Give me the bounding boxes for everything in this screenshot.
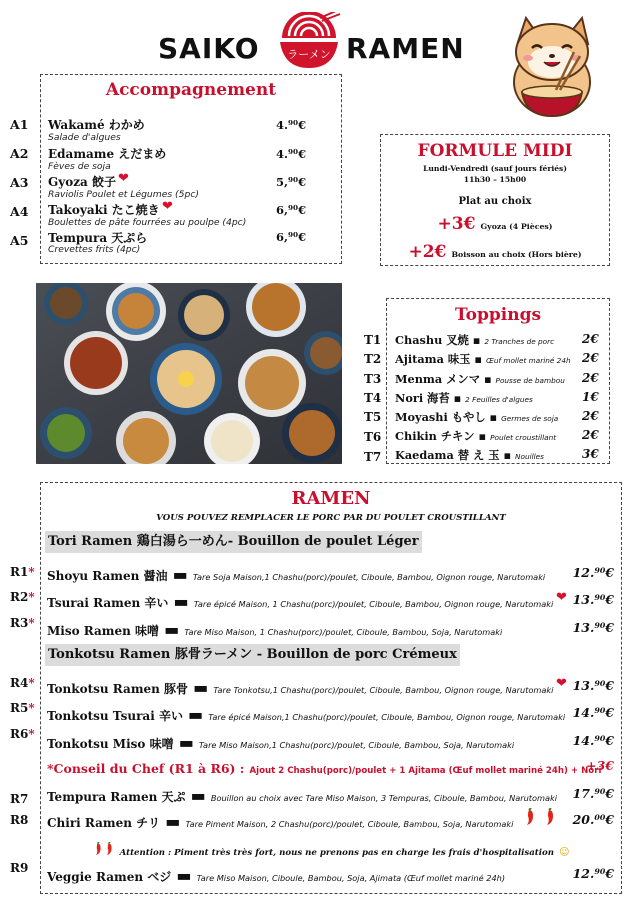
chef-star: *	[28, 590, 35, 604]
ramen-subtitle: VOUS POUVEZ REMPLACER LE PORC PAR DU POULET CROUSTILLANT	[156, 513, 506, 523]
topping-price: 1€	[582, 390, 599, 404]
topping-price: 2€	[582, 428, 599, 442]
topping-price: 2€	[582, 351, 599, 365]
chef-tip-label: *Conseil du Chef (R1 à R6) :	[47, 761, 245, 776]
topping-price: 2€	[582, 332, 599, 346]
ramen-code: R4	[10, 676, 29, 690]
ramen-code: R5	[10, 701, 29, 715]
ramen-code: R8	[10, 813, 29, 827]
section-header-tori: Tori Ramen 鶏白湯ら一めん- Bouillon de poulet Léger	[45, 531, 422, 553]
topping-name: Chikin チキン	[395, 429, 475, 443]
item-description: Crevettes frits (4pc)	[48, 244, 141, 255]
ramen-name: Tonkotsu Ramen 豚骨	[47, 682, 189, 696]
topping-name: Menma メンマ	[395, 372, 481, 386]
topping-description: Poulet croustillant	[490, 433, 557, 442]
option-label: Gyoza (4 Pièces)	[480, 222, 553, 231]
topping-description: Pousse de bambou	[495, 376, 565, 385]
food-photo	[36, 283, 342, 464]
shiba-mascot-illustration	[496, 12, 606, 122]
formule-option	[380, 214, 610, 234]
chili-pepper-icon	[542, 808, 556, 830]
ramen-code: R9	[10, 861, 29, 875]
logo-text: ラーメン	[287, 48, 331, 61]
topping-description: Germes de soja	[501, 414, 559, 423]
item-price: 6,⁹⁰€	[276, 203, 307, 217]
ramen-name: Chiri Ramen チリ	[47, 816, 161, 830]
item-price: 5,⁹⁰€	[276, 175, 307, 189]
ramen-description: Tare Tonkotsu,1 Chashu(porc)/poulet, Ciboule, Bambou, Oignon rouge, Narutomaki	[213, 685, 554, 695]
ramen-price: 14.⁹⁰€	[572, 705, 614, 720]
item-description: Boulettes de pâte fourrées au poulpe (4pc)	[48, 217, 247, 228]
topping-description: Œuf mollet mariné 24h	[486, 356, 571, 365]
ramen-title: RAMEN	[291, 488, 371, 509]
topping-code: T1	[364, 333, 382, 347]
accompagnement-title: Accompagnement	[105, 80, 277, 100]
ramen-code: R7	[10, 792, 29, 806]
ramen-description: Tare Miso Maison, 1 Chashu(porc)/poulet, Ciboule, Bambou, Soja, Narutomaki	[184, 627, 503, 637]
heart-icon: ❤	[162, 199, 173, 214]
item-description: Salade d'algues	[48, 132, 121, 143]
heart-icon: ❤	[556, 590, 567, 605]
warning-text: Attention : Piment très très fort, nous ne prenons pas en charge les frais d'hospitalisation	[119, 848, 554, 858]
topping-name: Moyashi もやし	[395, 410, 486, 424]
ramen-name: Tsurai Ramen 辛い	[47, 596, 169, 610]
item-code: A3	[10, 175, 29, 190]
heart-icon: ❤	[556, 676, 567, 691]
topping-code: T6	[364, 430, 382, 444]
ramen-price: 13.⁹⁰€	[572, 678, 614, 693]
title-word-saiko: SAIKO	[158, 32, 260, 65]
ramen-description: Tare épicé Maison,1 Chashu(porc)/poulet, Ciboule, Bambou, Oignon rouge, Narutomaki	[208, 712, 566, 722]
formule-days: Lundi-Vendredi (sauf jours fériés)	[423, 164, 567, 173]
topping-name: Nori 海苔	[395, 391, 450, 405]
item-name: Takoyaki たこ焼き	[48, 203, 160, 217]
ramen-name: Tonkotsu Miso 味噌	[47, 737, 174, 751]
topping-name: Kaedama 替 え 玉	[395, 448, 500, 462]
item-description: Raviolis Poulet et Légumes (5pc)	[48, 189, 199, 200]
ramen-description: Bouillon au choix avec Tare Miso Maison, 3 Tempuras, Ciboule, Bambou, Narutomaki	[210, 793, 558, 803]
item-code: A2	[10, 146, 29, 161]
ramen-code: R2	[10, 590, 29, 604]
topping-price: 2€	[582, 371, 599, 385]
item-name: Wakamé わかめ	[48, 118, 145, 132]
item-code: A5	[10, 233, 29, 248]
formule-hours: 11h30 – 15h00	[463, 175, 527, 184]
item-price: 6,⁹⁰€	[276, 230, 307, 244]
chef-tip	[47, 758, 601, 777]
item-price: 4.⁹⁰€	[276, 147, 307, 161]
chili-pepper-icon	[103, 841, 114, 860]
item-name: Gyoza 餃子	[48, 175, 116, 189]
item-code: A1	[10, 117, 29, 132]
topping-name: Ajitama 味玉	[395, 352, 471, 366]
ramen-name: Tempura Ramen 天ぷ	[47, 790, 186, 804]
chef-star: *	[28, 565, 35, 579]
option-price: +2€	[408, 242, 447, 262]
ramen-price: 17.⁹⁰€	[572, 786, 614, 801]
spicy-warning	[40, 840, 622, 860]
ramen-description: Tare Piment Maison, 2 Chashu(porc)/poulet, Ciboule, Bambou, Soja, Narutomaki	[185, 819, 514, 829]
toppings-title: Toppings	[454, 305, 542, 325]
title-word-ramen: RAMEN	[346, 32, 465, 65]
option-price: +3€	[437, 214, 476, 234]
ramen-price: 13.⁹⁰€	[572, 592, 614, 607]
topping-description: 2 Tranches de porc	[484, 337, 555, 346]
section-header-tonkotsu: Tonkotsu Ramen 豚骨ラーメン - Bouillon de porc Crémeux	[45, 644, 460, 666]
ramen-code: R3	[10, 616, 29, 630]
heart-icon: ❤	[118, 171, 129, 186]
ramen-name: Veggie Ramen ベジ	[47, 870, 172, 884]
topping-code: T7	[364, 450, 382, 464]
option-label: Boisson au choix (Hors bière)	[451, 250, 582, 259]
ramen-name: Miso Ramen 味噌	[47, 624, 160, 638]
ramen-name: Shoyu Ramen 醤油	[47, 569, 168, 583]
chef-star: *	[28, 701, 35, 715]
ramen-code: R6	[10, 727, 29, 741]
chili-pepper-icon	[522, 808, 536, 830]
ramen-description: Tare Soja Maison,1 Chashu(porc)/poulet, Ciboule, Bambou, Oignon rouge, Narutomaki	[192, 572, 546, 582]
ramen-bowl-logo	[276, 12, 342, 72]
ramen-price: 14.⁹⁰€	[572, 733, 614, 748]
item-name: Tempura 天ぷら	[48, 231, 148, 245]
ramen-description: Tare Miso Maison, Ciboule, Bambou, Soja, Ajimata (Œuf mollet mariné 24h)	[196, 873, 506, 883]
ramen-price: 20.⁰⁰€	[572, 812, 614, 827]
item-description: Fèves de soja	[48, 161, 111, 172]
topping-code: T5	[364, 410, 382, 424]
formule-midi-title: FORMULE MIDI	[417, 141, 573, 161]
chef-tip-price: +3€	[586, 758, 614, 773]
topping-code: T4	[364, 391, 382, 405]
ramen-price: 12.⁹⁰€	[572, 866, 614, 881]
chef-star: *	[28, 727, 35, 741]
topping-description: Nouilles	[515, 452, 544, 461]
item-price: 4.⁹⁰€	[276, 118, 307, 132]
formule-option	[380, 242, 610, 262]
topping-description: 2 Feuilles d'algues	[465, 395, 533, 404]
chef-tip-text: Ajout 2 Chashu(porc)/poulet + 1 Ajitama (Œuf mollet mariné 24h) + Nori	[249, 766, 602, 776]
chili-pepper-icon	[92, 841, 103, 860]
chef-star: *	[28, 676, 35, 690]
topping-name: Chashu 叉焼	[395, 333, 469, 347]
ramen-price: 13.⁹⁰€	[572, 620, 614, 635]
smiley-icon: ☺	[559, 847, 570, 858]
topping-price: 3€	[582, 447, 599, 461]
restaurant-title	[150, 30, 490, 70]
topping-code: T2	[364, 352, 382, 366]
chef-star: *	[28, 616, 35, 630]
topping-price: 2€	[582, 409, 599, 423]
item-name: Edamame えだまめ	[48, 147, 167, 161]
formule-plat: Plat au choix	[458, 196, 532, 207]
ramen-name: Tonkotsu Tsurai 辛い	[47, 709, 183, 723]
item-code: A4	[10, 204, 29, 219]
topping-code: T3	[364, 372, 382, 386]
ramen-description: Tare épicé Maison, 1 Chashu(porc)/poulet, Ciboule, Bambou, Oignon rouge, Narutomaki	[193, 599, 554, 609]
ramen-price: 12.⁹⁰€	[572, 565, 614, 580]
ramen-code: R1	[10, 565, 29, 579]
ramen-description: Tare Miso Maison,1 Chashu(porc)/poulet, Ciboule, Bambou, Soja, Narutomaki	[198, 740, 515, 750]
